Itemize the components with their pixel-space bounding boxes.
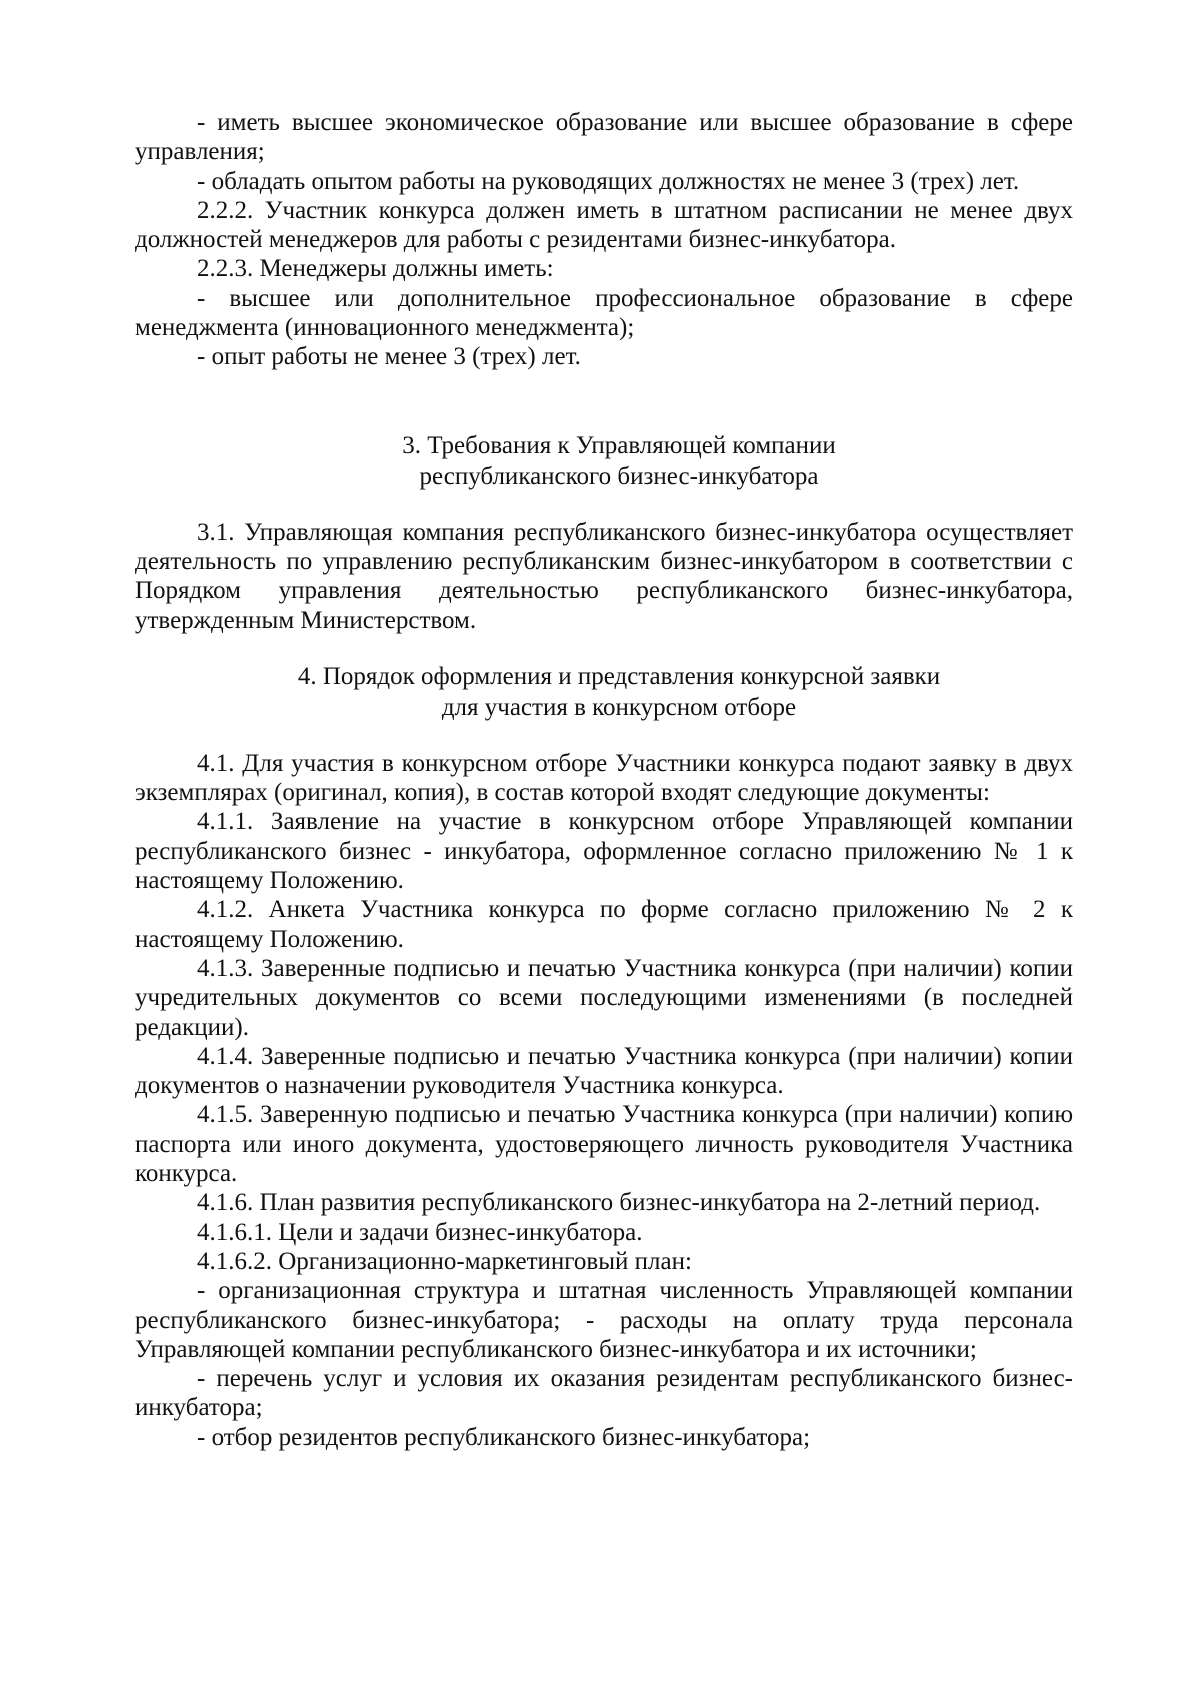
paragraph: - перечень услуг и условия их оказания резидентам республиканского бизнес-инкубатора; — [135, 1365, 1073, 1422]
paragraph: 2.2.2. Участник конкурса должен иметь в штатном расписании не менее двух должностей менеджеров для работы с резидентами бизнес-инкубатора. — [135, 196, 1073, 254]
paragraph: - обладать опытом работы на руководящих должностях не менее 3 (трех) лет. — [197, 167, 1020, 195]
paragraph: - опыт работы не менее 3 (трех) лет. — [197, 343, 581, 371]
paragraph: 4.1.3. Заверенные подписью и печатью Участника конкурса (при наличии) копии учредительных документов со всеми последующими изменениями (в последней редакции). — [135, 954, 1073, 1041]
paragraph: 2.2.3. Менеджеры должны иметь: — [197, 255, 554, 283]
section-title-line: республиканского бизнес-инкубатора — [419, 462, 819, 490]
spacer — [135, 492, 1073, 518]
paragraph: 4.1.6. План развития республиканского бизнес-инкубатора на 2-летний период. — [197, 1189, 1041, 1217]
spacer — [135, 635, 1073, 661]
paragraph: - иметь высшее экономическое образование или высшее образование в сфере управления; — [135, 109, 1073, 166]
paragraph: 4.1.2. Анкета Участника конкурса по форме согласно приложению № 2 к настоящему Положению. — [135, 896, 1073, 953]
paragraph: 3.1. Управляющая компания республиканского бизнес-инкубатора осуществляет деятельность по управлению республиканским бизнес-инкубатором в соответствии с Порядком управления деятельностью республиканского бизнес-инкубатора, утвержденным Министерством. — [135, 518, 1073, 634]
paragraph: - организационная структура и штатная численность Управляющей компании республиканского бизнес-инкубатора; - расходы на оплату труда персонала Управляющей компании республиканского бизнес-инкубатора и их источники; — [135, 1277, 1073, 1363]
paragraph: 4.1.6.1. Цели и задачи бизнес-инкубатора. — [197, 1218, 643, 1246]
spacer — [135, 372, 1073, 430]
spacer — [135, 723, 1073, 749]
paragraph: 4.1.6.2. Организационно-маркетинговый план: — [197, 1247, 692, 1275]
paragraph: 4.1. Для участия в конкурсном отборе Участники конкурса подают заявку в двух экземплярах (оригинал, копия), в состав которой входят следующие документы: — [135, 749, 1073, 807]
section-title-line: 3. Требования к Управляющей компании — [402, 431, 836, 459]
section-title-line: 4. Порядок оформления и представления конкурсной заявки — [297, 662, 941, 690]
paragraph: - отбор резидентов республиканского бизнес-инкубатора; — [197, 1423, 811, 1451]
section-3-heading — [135, 430, 1073, 492]
document-page — [135, 108, 1073, 1452]
paragraph: 4.1.5. Заверенную подписью и печатью Участника конкурса (при наличии) копию паспорта или иного документа, удостоверяющего личность руководителя Участника конкурса. — [135, 1101, 1073, 1188]
paragraph: 4.1.1. Заявление на участие в конкурсном отборе Управляющей компании республиканского бизнес - инкубатора, оформленное согласно приложению № 1 к настоящему Положению. — [135, 808, 1073, 895]
paragraph: - высшее или дополнительное профессиональное образование в сфере менеджмента (инновационного менеджмента); — [135, 284, 1073, 342]
section-4-heading — [135, 661, 1073, 723]
paragraph: 4.1.4. Заверенные подписью и печатью Участника конкурса (при наличии) копии документов о назначении руководителя Участника конкурса. — [135, 1042, 1073, 1100]
section-title-line: для участия в конкурсном отборе — [441, 693, 797, 721]
